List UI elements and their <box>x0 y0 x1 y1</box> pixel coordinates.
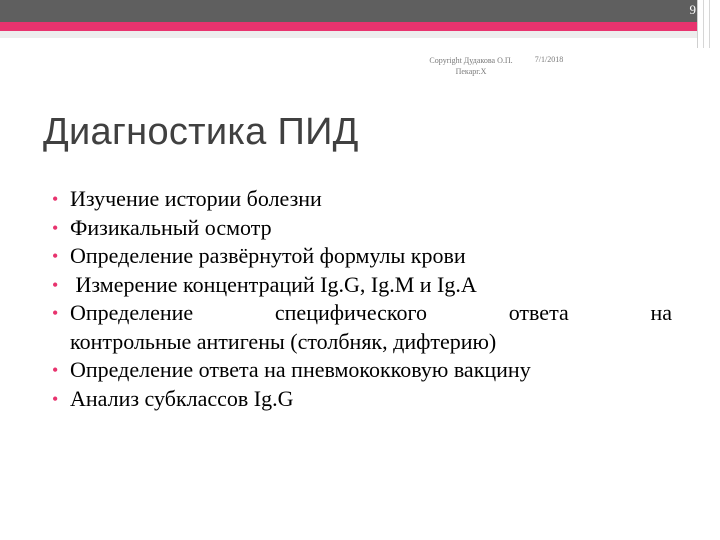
copyright-text: Copyright Дудакова О.П. Пекарг.Х <box>429 56 513 76</box>
list-item-text: Измерение концентраций Ig.G, Ig.M и Ig.A <box>70 271 477 297</box>
list-item <box>52 356 672 385</box>
list-item <box>52 385 672 414</box>
corner-decoration <box>697 0 720 48</box>
list-item <box>52 242 672 271</box>
bullet-dot-icon: • <box>52 303 59 323</box>
list-item-text-continued: контрольные антигены (столбняк, дифтерию) <box>70 328 497 354</box>
list-item-text: Физикальный осмотр <box>70 214 272 240</box>
list-item-text: Изучение истории болезни <box>70 186 322 211</box>
accent-stripe <box>0 22 720 31</box>
slide-number: 9 <box>689 2 696 17</box>
list-item-text: Определение развёрнутой формулы крови <box>70 243 466 268</box>
date-text: 7/1/2018 <box>534 55 564 64</box>
bullet-dot-icon: • <box>52 360 59 380</box>
bullet-dot-icon: • <box>52 217 59 238</box>
list-item-text: Определение ответа на пневмококковую вакцину <box>70 357 531 382</box>
header-bar <box>0 0 720 22</box>
bullet-dot-icon: • <box>52 246 59 266</box>
bullet-dot-icon: • <box>52 388 59 409</box>
list-item <box>52 271 672 300</box>
list-item <box>52 214 672 243</box>
bullet-dot-icon: • <box>52 274 59 295</box>
divider-stripe <box>0 31 720 38</box>
list-item <box>52 185 672 214</box>
list-item-text: Определение специфического ответа на <box>70 300 672 325</box>
bullet-dot-icon: • <box>52 189 59 209</box>
list-item-text: Анализ субклассов Ig.G <box>70 385 294 411</box>
slide-title: Диагностика ПИД <box>43 111 359 153</box>
bullet-list <box>52 185 672 413</box>
list-item <box>52 299 672 356</box>
